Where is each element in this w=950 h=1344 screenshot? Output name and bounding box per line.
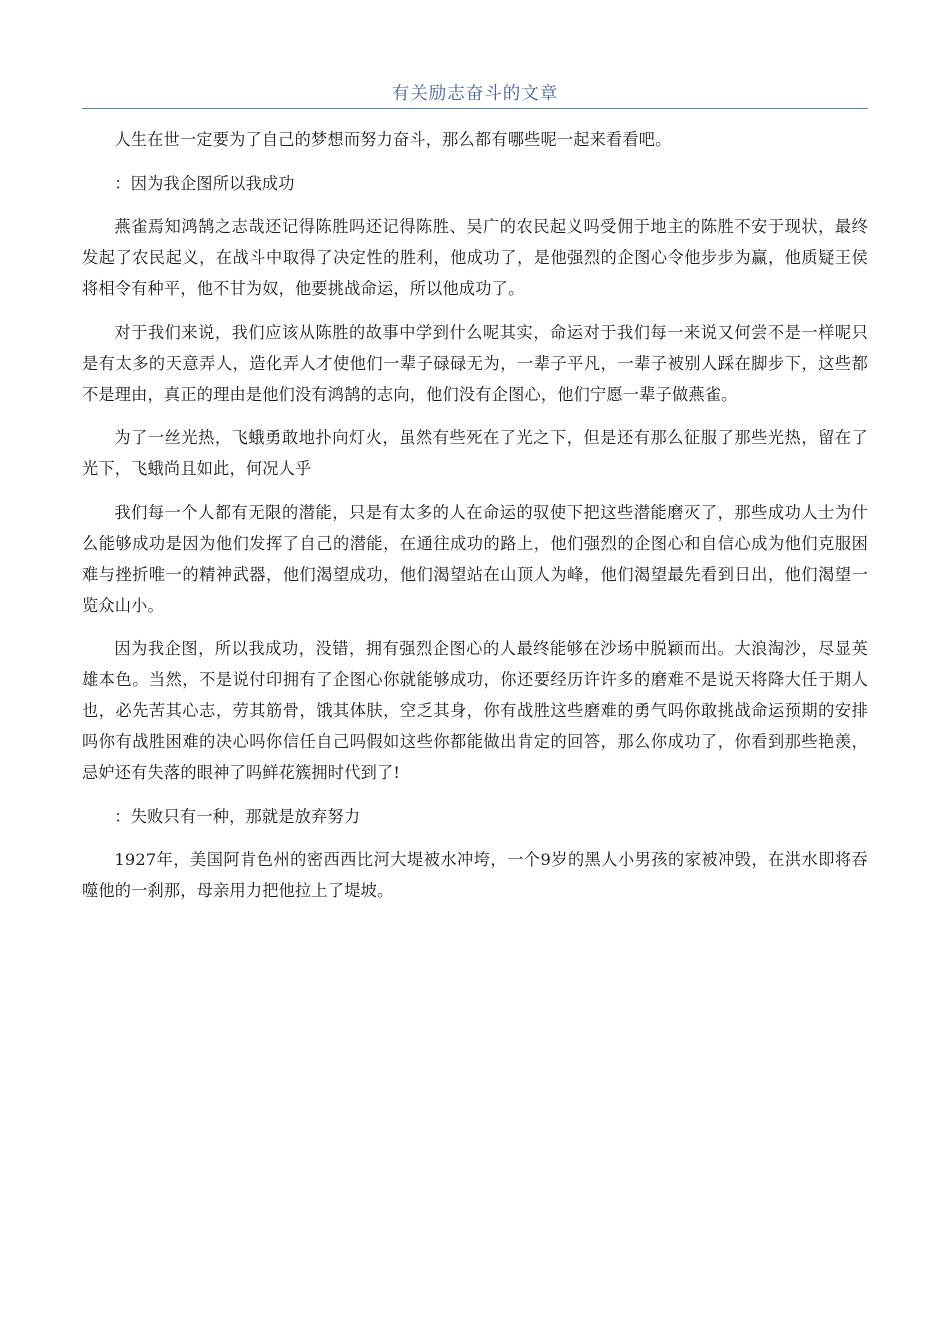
paragraph: 我们每一个人都有无限的潜能，只是有太多的人在命运的驭使下把这些潜能磨灭了，那些成功人士为什么能够成功是因为他们发挥了自己的潜能，在通往成功的路上，他们强烈的企图心和自信心成为他们克服困难与挫折唯一的精神武器，他们渴望成功，他们渴望站在山顶人为峰，他们渴望最先看到日出，他们渴望一览众山小。: [82, 502, 868, 615]
section-heading-1: ：因为我企图所以我成功: [114, 173, 295, 193]
paragraph-intro: 人生在世一定要为了自己的梦想而努力奋斗，那么都有哪些呢一起来看看吧。: [114, 130, 672, 149]
section-heading-2: ：失败只有一种，那就是放弃努力: [114, 806, 361, 826]
paragraph: 因为我企图，所以我成功，没错，拥有强烈企图心的人最终能够在沙场中脱颖而出。大浪淘沙，尽显英雄本色。当然，不是说付印拥有了企图心你就能够成功，你还要经历许许多的磨难不是说天将降大任于期人也，必先苦其心志，劳其筋骨，饿其体肤，空乏其身，你有战胜这些磨难的勇气吗你敢挑战命运预期的安排吗你有战胜困难的决心吗你信任自己吗假如这些你都能做出肯定的回答，那么你成功了，你看到那些艳羡，忌妒还有失落的眼神了吗鲜花簇拥时代到了!: [82, 639, 868, 782]
article-body: [82, 124, 868, 906]
paragraph: 1927年，美国阿肯色州的密西西比河大堤被水冲垮，一个9岁的黑人小男孩的家被冲毁，在洪水即将吞噬他的一刹那，母亲用力把他拉上了堤坡。: [82, 850, 868, 900]
paragraph: 为了一丝光热，飞蛾勇敢地扑向灯火，虽然有些死在了光之下，但是还有那么征服了那些光热，留在了光下，飞蛾尚且如此，何况人乎: [82, 428, 868, 478]
paragraph: 燕雀焉知鸿鹄之志哉还记得陈胜吗还记得陈胜、吴广的农民起义吗受佣于地主的陈胜不安于现状，最终发起了农民起义，在战斗中取得了决定性的胜利，他成功了，是他强烈的企图心令他步步为赢，他质疑王侯将相令有种平，他不甘为奴，他要挑战命运，所以他成功了。: [82, 217, 868, 298]
page-title: 有关励志奋斗的文章: [391, 84, 559, 104]
paragraph: 对于我们来说，我们应该从陈胜的故事中学到什么呢其实，命运对于我们每一来说又何尝不是一样呢只是有太多的天意弄人，造化弄人才使他们一辈子碌碌无为，一辈子平凡，一辈子被别人踩在脚步下，这些都不是理由，真正的理由是他们没有鸿鹄的志向，他们没有企图心，他们宁愿一辈子做燕雀。: [82, 322, 868, 404]
page-header: [82, 80, 868, 109]
